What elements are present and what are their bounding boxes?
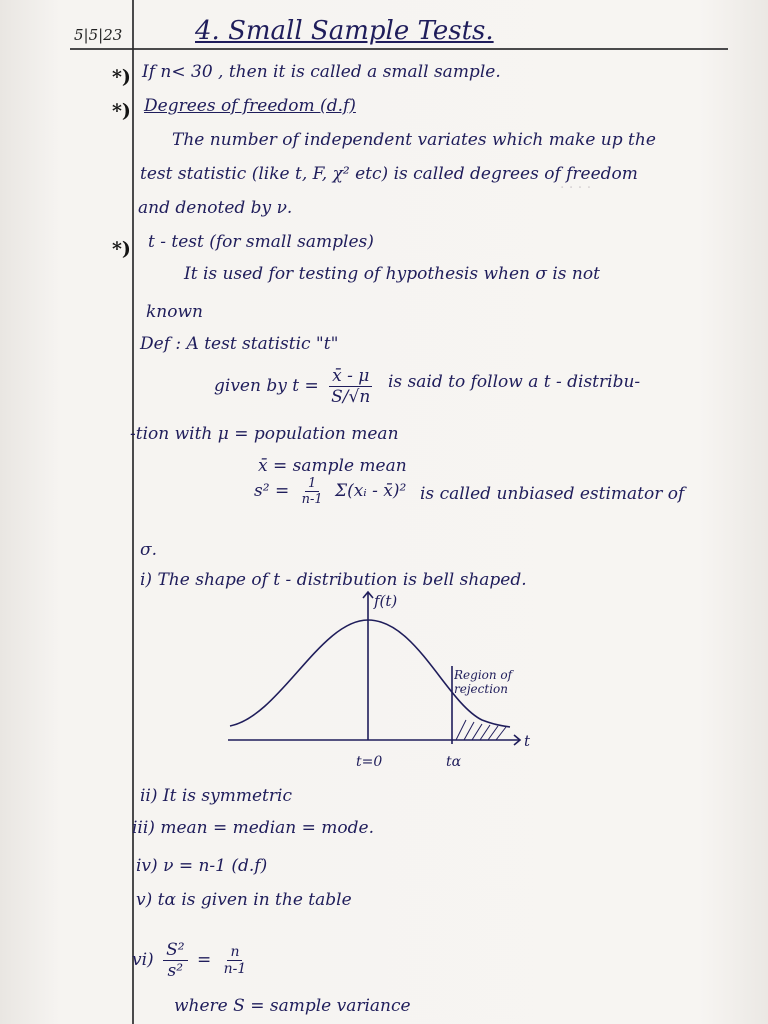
graph-y-label: f(t) <box>374 592 398 610</box>
t-distribution-graph <box>220 590 550 770</box>
graph-center-label: t=0 <box>356 754 383 770</box>
property-6 <box>132 940 253 981</box>
rejection-hatch <box>456 720 506 740</box>
line-follows-t: is said to follow a t - distribu- <box>388 372 641 392</box>
property-2: ii) It is symmetric <box>140 786 292 806</box>
property-6-label: vi) <box>132 950 154 970</box>
graph-alpha-label: tα <box>446 754 462 770</box>
property-4: iv) ν = n-1 (d.f) <box>136 856 268 876</box>
s2-numerator: 1 <box>305 476 319 492</box>
line-definition-3: and denoted by ν. <box>138 198 293 218</box>
page-title: 4. Small Sample Tests. <box>195 16 494 46</box>
t-formula-numerator: x̄ - μ <box>329 366 372 387</box>
ratio-left <box>163 940 187 981</box>
line-t-test-use: It is used for testing of hypothesis when σ is not <box>184 264 600 284</box>
bleed-through-text: · · · · <box>560 180 592 196</box>
graph-x-label: t <box>524 732 531 750</box>
property-5: v) tα is given in the table <box>136 890 352 910</box>
ratio-right-den: n-1 <box>223 961 247 977</box>
line-definition-1: The number of independent variates which make up the <box>172 130 656 150</box>
line-sample-mean: x̄ = sample mean <box>258 456 407 476</box>
s2-denominator: n-1 <box>301 492 323 507</box>
line-sample-variance: where S = sample variance <box>174 996 411 1016</box>
ratio-left-num: S² <box>163 940 187 961</box>
header-rule <box>70 48 728 50</box>
s2-sum: Σ(xᵢ - x̄)² <box>335 481 407 501</box>
bullet-star-icon: *) <box>112 100 131 122</box>
ratio-right-num: n <box>227 944 242 961</box>
date: 5|5|23 <box>74 26 123 44</box>
heading-t-test: t - test (for small samples) <box>148 232 374 252</box>
t-formula-denominator: S/√n <box>331 387 371 407</box>
line-definition-2: test statistic (like t, F, χ² etc) is called degrees of freedom <box>140 164 638 184</box>
bullet-star-icon: *) <box>112 238 131 260</box>
t-formula-prefix: given by t = <box>214 376 319 396</box>
s2-fraction <box>299 476 326 507</box>
heading-degrees-of-freedom: Degrees of freedom (d.f) <box>144 96 356 116</box>
s2-formula <box>254 476 406 507</box>
line-def-statistic: Def : A test statistic "t" <box>140 334 339 354</box>
s2-prefix: s² = <box>254 481 290 501</box>
graph-region-label: Region of rejection <box>454 668 513 696</box>
property-3: iii) mean = median = mode. <box>132 818 375 838</box>
line-unbiased-estimator: is called unbiased estimator of <box>420 484 685 504</box>
ratio-equals: = <box>196 950 212 970</box>
t-formula-fraction <box>328 366 373 407</box>
line-known: known <box>146 302 203 322</box>
bullet-star-icon: *) <box>112 66 131 88</box>
property-1: i) The shape of t - distribution is bell shaped. <box>140 570 527 590</box>
line-sigma: σ. <box>140 540 158 560</box>
ratio-right <box>221 944 250 977</box>
t-formula <box>214 366 377 407</box>
line-small-sample: If n< 30 , then it is called a small sample. <box>142 62 501 82</box>
region-label-wrap <box>454 668 534 708</box>
margin-line <box>132 0 134 1024</box>
line-population-mean: -tion with μ = population mean <box>130 424 399 444</box>
ratio-left-den: s² <box>167 961 184 981</box>
